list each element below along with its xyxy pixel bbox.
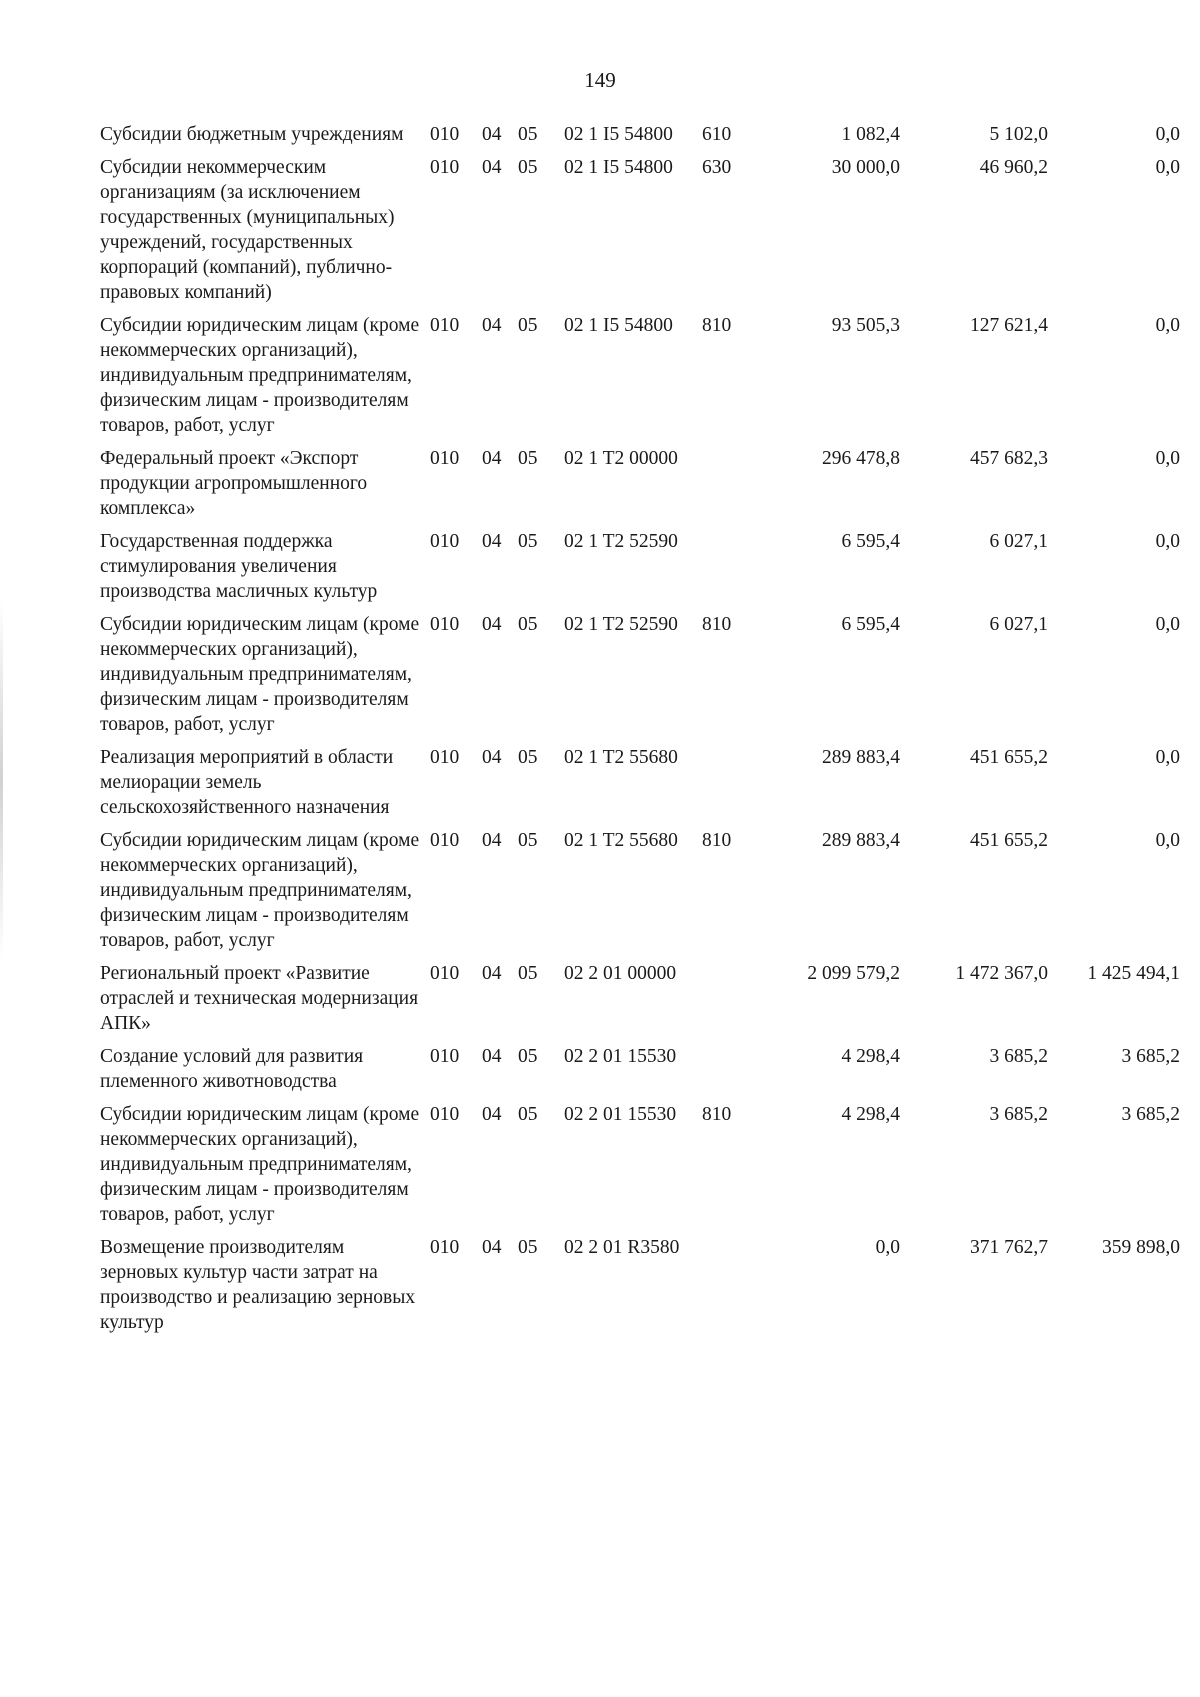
table-row bbox=[100, 1044, 1180, 1094]
row-amount-year3: 3 685,2 bbox=[1121, 1046, 1180, 1067]
row-amount-year1: 6 595,4 bbox=[841, 614, 900, 635]
row-gr-code: 010 bbox=[430, 963, 460, 984]
scan-edge-shadow bbox=[0, 600, 3, 960]
row-amount-year2: 5 102,0 bbox=[989, 124, 1048, 145]
row-gr-code: 010 bbox=[430, 157, 460, 178]
row-gr-code: 010 bbox=[430, 747, 460, 768]
row-amount-year3: 359 898,0 bbox=[1102, 1237, 1180, 1258]
row-name: Возмещение производителям зерновых культур части затрат на производство и реализацию зерновых культур bbox=[100, 1237, 416, 1333]
row-rz-code: 04 bbox=[482, 157, 502, 178]
row-name: Государственная поддержка стимулирования увеличения производства масличных культур bbox=[100, 531, 378, 602]
row-csr-code: 02 1 T2 55680 bbox=[564, 830, 678, 851]
row-gr-code: 010 bbox=[430, 614, 460, 635]
row-rz-code: 04 bbox=[482, 830, 502, 851]
row-amount-year3: 0,0 bbox=[1155, 315, 1180, 336]
row-rz-code: 04 bbox=[482, 1104, 502, 1125]
row-vr-code: 810 bbox=[702, 315, 732, 336]
row-name: Субсидии юридическим лицам (кроме некоммерческих организаций), индивидуальным предпринимателям, физическим лицам - производителям товаров, работ, услуг bbox=[100, 614, 420, 735]
row-pr-code: 05 bbox=[518, 614, 538, 635]
table-row bbox=[100, 828, 1180, 953]
row-rz-code: 04 bbox=[482, 531, 502, 552]
row-pr-code: 05 bbox=[518, 830, 538, 851]
row-gr-code: 010 bbox=[430, 1104, 460, 1125]
row-gr-code: 010 bbox=[430, 448, 460, 469]
row-csr-code: 02 2 01 R3580 bbox=[564, 1237, 680, 1258]
row-csr-code: 02 2 01 00000 bbox=[564, 963, 677, 984]
table-row bbox=[100, 313, 1180, 438]
row-pr-code: 05 bbox=[518, 747, 538, 768]
row-rz-code: 04 bbox=[482, 315, 502, 336]
row-pr-code: 05 bbox=[518, 531, 538, 552]
table-row bbox=[100, 1102, 1180, 1227]
row-gr-code: 010 bbox=[430, 830, 460, 851]
row-amount-year3: 3 685,2 bbox=[1121, 1104, 1180, 1125]
row-amount-year3: 0,0 bbox=[1155, 124, 1180, 145]
row-amount-year1: 4 298,4 bbox=[841, 1046, 900, 1067]
row-amount-year1: 0,0 bbox=[875, 1237, 900, 1258]
row-csr-code: 02 2 01 15530 bbox=[564, 1104, 677, 1125]
row-gr-code: 010 bbox=[430, 315, 460, 336]
row-amount-year2: 46 960,2 bbox=[979, 157, 1048, 178]
row-vr-code: 810 bbox=[702, 830, 732, 851]
budget-table bbox=[100, 122, 1180, 1343]
row-name: Региональный проект «Развитие отраслей и техническая модернизация АПК» bbox=[100, 963, 419, 1034]
row-name: Субсидии некоммерческим организациям (за исключением государственных (муниципальных) учреждений, государственных корпораций (компаний), публично-правовых компаний) bbox=[100, 157, 395, 303]
row-pr-code: 05 bbox=[518, 963, 538, 984]
row-amount-year2: 451 655,2 bbox=[970, 830, 1048, 851]
page-number: 149 bbox=[584, 68, 616, 92]
row-gr-code: 010 bbox=[430, 531, 460, 552]
row-rz-code: 04 bbox=[482, 124, 502, 145]
row-amount-year3: 1 425 494,1 bbox=[1087, 963, 1180, 984]
row-amount-year1: 296 478,8 bbox=[822, 448, 900, 469]
row-name: Субсидии юридическим лицам (кроме некоммерческих организаций), индивидуальным предпринимателям, физическим лицам - производителям товаров, работ, услуг bbox=[100, 830, 420, 951]
row-gr-code: 010 bbox=[430, 1046, 460, 1067]
row-rz-code: 04 bbox=[482, 1046, 502, 1067]
row-amount-year3: 0,0 bbox=[1155, 830, 1180, 851]
row-amount-year1: 289 883,4 bbox=[822, 830, 900, 851]
row-amount-year1: 4 298,4 bbox=[841, 1104, 900, 1125]
table-row bbox=[100, 745, 1180, 820]
row-vr-code: 610 bbox=[702, 124, 732, 145]
row-amount-year3: 0,0 bbox=[1155, 747, 1180, 768]
row-name: Федеральный проект «Экспорт продукции агропромышленного комплекса» bbox=[100, 448, 368, 519]
row-name: Создание условий для развития племенного животноводства bbox=[100, 1046, 364, 1092]
row-csr-code: 02 1 T2 55680 bbox=[564, 747, 678, 768]
row-amount-year1: 30 000,0 bbox=[831, 157, 900, 178]
row-amount-year3: 0,0 bbox=[1155, 531, 1180, 552]
row-rz-code: 04 bbox=[482, 614, 502, 635]
table-row bbox=[100, 612, 1180, 737]
table-row bbox=[100, 961, 1180, 1036]
row-amount-year2: 127 621,4 bbox=[970, 315, 1048, 336]
table-row bbox=[100, 529, 1180, 604]
row-pr-code: 05 bbox=[518, 1237, 538, 1258]
row-rz-code: 04 bbox=[482, 448, 502, 469]
table-row bbox=[100, 122, 1180, 147]
row-amount-year3: 0,0 bbox=[1155, 448, 1180, 469]
row-amount-year2: 3 685,2 bbox=[989, 1046, 1048, 1067]
row-amount-year2: 6 027,1 bbox=[989, 531, 1048, 552]
row-csr-code: 02 1 I5 54800 bbox=[564, 124, 673, 145]
row-amount-year2: 457 682,3 bbox=[970, 448, 1048, 469]
row-amount-year1: 289 883,4 bbox=[822, 747, 900, 768]
row-amount-year1: 2 099 579,2 bbox=[807, 963, 900, 984]
row-csr-code: 02 1 T2 52590 bbox=[564, 531, 678, 552]
row-pr-code: 05 bbox=[518, 124, 538, 145]
row-amount-year2: 1 472 367,0 bbox=[955, 963, 1048, 984]
row-pr-code: 05 bbox=[518, 315, 538, 336]
row-pr-code: 05 bbox=[518, 1104, 538, 1125]
table-row bbox=[100, 446, 1180, 521]
row-amount-year2: 371 762,7 bbox=[970, 1237, 1048, 1258]
row-amount-year3: 0,0 bbox=[1155, 614, 1180, 635]
row-pr-code: 05 bbox=[518, 157, 538, 178]
row-amount-year1: 1 082,4 bbox=[841, 124, 900, 145]
row-rz-code: 04 bbox=[482, 963, 502, 984]
row-name: Субсидии юридическим лицам (кроме некоммерческих организаций), индивидуальным предпринимателям, физическим лицам - производителям товаров, работ, услуг bbox=[100, 315, 420, 436]
row-amount-year1: 93 505,3 bbox=[831, 315, 900, 336]
row-csr-code: 02 1 I5 54800 bbox=[564, 157, 673, 178]
row-gr-code: 010 bbox=[430, 124, 460, 145]
row-amount-year3: 0,0 bbox=[1155, 157, 1180, 178]
row-csr-code: 02 1 T2 00000 bbox=[564, 448, 678, 469]
row-vr-code: 630 bbox=[702, 157, 732, 178]
row-vr-code: 810 bbox=[702, 614, 732, 635]
row-pr-code: 05 bbox=[518, 448, 538, 469]
row-name: Субсидии юридическим лицам (кроме некоммерческих организаций), индивидуальным предпринимателям, физическим лицам - производителям товаров, работ, услуг bbox=[100, 1104, 420, 1225]
row-csr-code: 02 1 T2 52590 bbox=[564, 614, 678, 635]
row-name: Субсидии бюджетным учреждениям bbox=[100, 124, 404, 145]
row-amount-year2: 3 685,2 bbox=[989, 1104, 1048, 1125]
row-rz-code: 04 bbox=[482, 1237, 502, 1258]
row-amount-year2: 451 655,2 bbox=[970, 747, 1048, 768]
row-csr-code: 02 1 I5 54800 bbox=[564, 315, 673, 336]
row-amount-year2: 6 027,1 bbox=[989, 614, 1048, 635]
row-pr-code: 05 bbox=[518, 1046, 538, 1067]
table-row bbox=[100, 155, 1180, 305]
row-name: Реализация мероприятий в области мелиорации земель сельскохозяйственного назначения bbox=[100, 747, 394, 818]
row-amount-year1: 6 595,4 bbox=[841, 531, 900, 552]
row-gr-code: 010 bbox=[430, 1237, 460, 1258]
table-row bbox=[100, 1235, 1180, 1335]
row-rz-code: 04 bbox=[482, 747, 502, 768]
row-csr-code: 02 2 01 15530 bbox=[564, 1046, 677, 1067]
row-vr-code: 810 bbox=[702, 1104, 732, 1125]
